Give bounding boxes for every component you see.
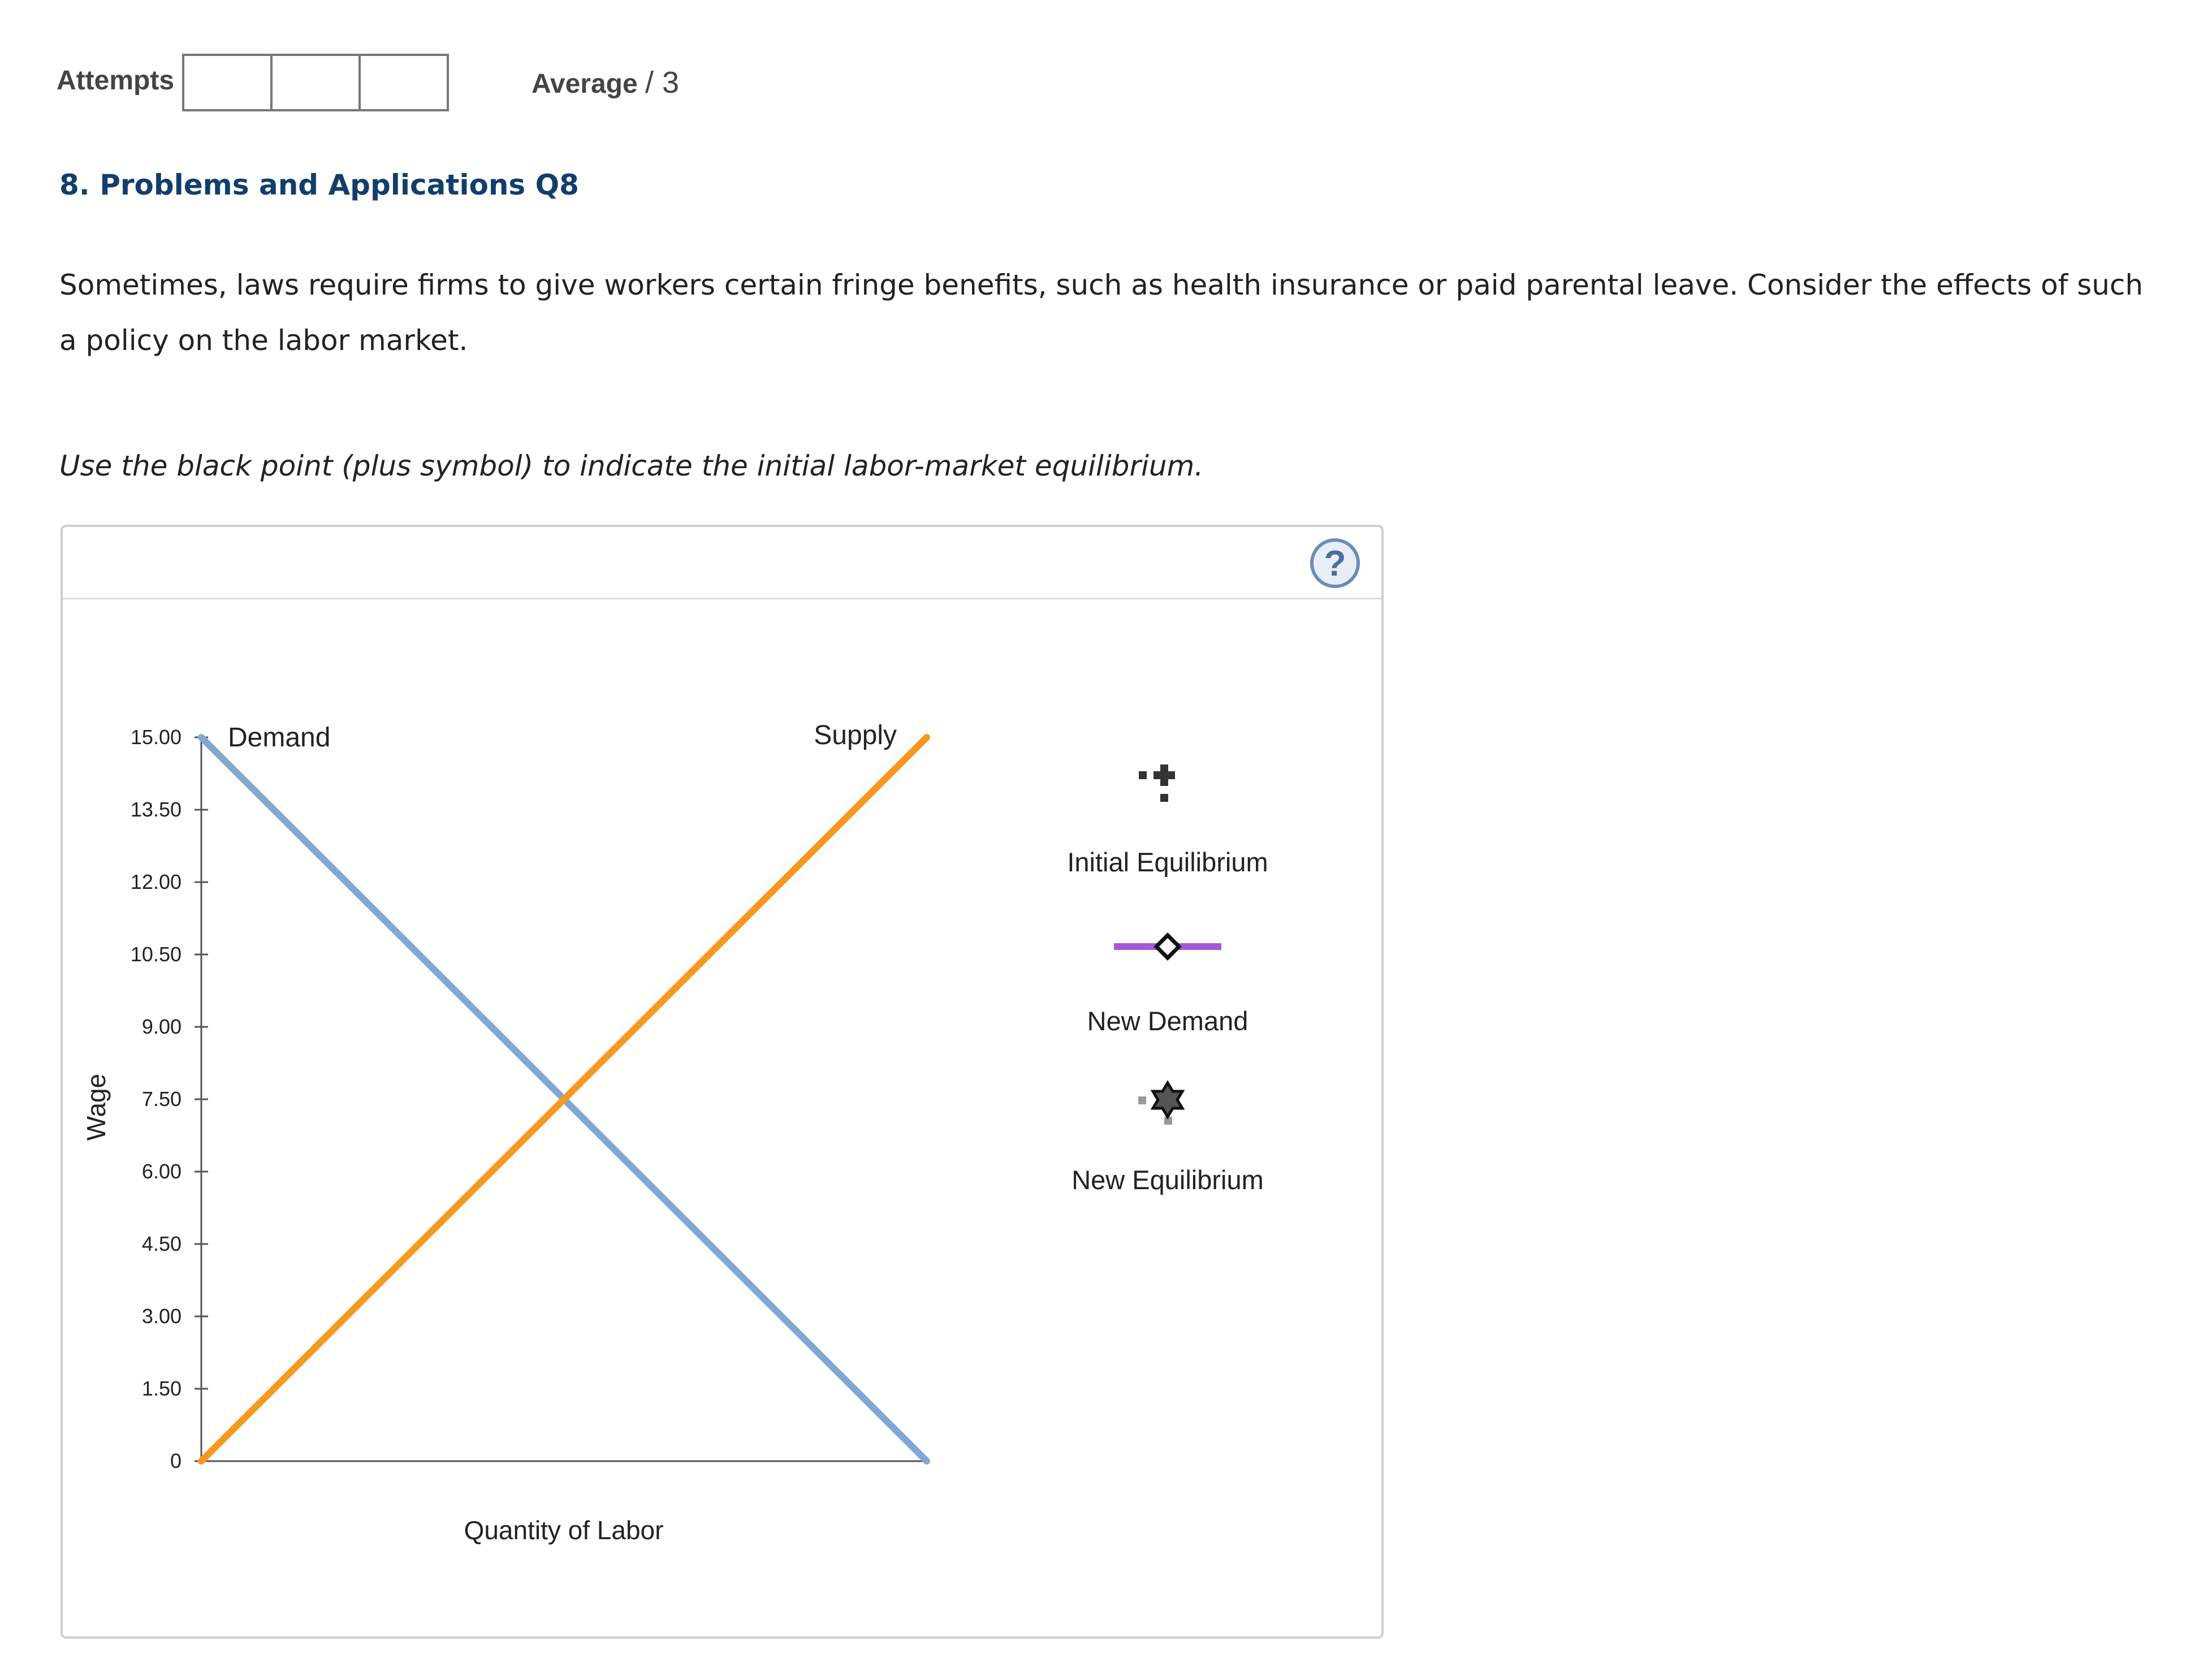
new-demand-label: New Demand	[1087, 1006, 1248, 1036]
instruction-text: Use the black point (plus symbol) to indicate the initial labor-market equilibrium.	[59, 450, 1204, 482]
attempts-label: Attempts	[57, 66, 175, 96]
y-tick-label: 12.00	[130, 870, 182, 893]
average-max: / 3	[645, 66, 680, 100]
initial-equilibrium-tool-icon[interactable]	[1139, 764, 1175, 802]
attempt-box-3	[358, 54, 449, 111]
y-tick-label: 7.50	[141, 1087, 182, 1111]
new-equilibrium-label: New Equilibrium	[1072, 1165, 1264, 1195]
y-axis-ticks	[131, 725, 208, 1472]
attempt-box-2	[270, 54, 361, 111]
y-tick-label: 13.50	[130, 798, 182, 821]
demand-label: Demand	[228, 723, 331, 753]
attempt-boxes	[182, 54, 447, 111]
question-text: Sometimes, laws require firms to give workers certain fringe benefits, such as health insurance or paid parental leave. Consider the effects of such a policy on the labor market.	[59, 269, 2144, 357]
y-tick-label: 6.00	[141, 1160, 182, 1183]
average-label: Average	[532, 69, 638, 99]
y-tick-label: 10.50	[130, 943, 182, 966]
y-tick-label: 0	[170, 1449, 182, 1472]
new-demand-tool-icon[interactable]	[1114, 935, 1221, 958]
initial-equilibrium-label: Initial Equilibrium	[1067, 847, 1268, 877]
supply-label: Supply	[814, 720, 897, 750]
x-axis-title: Quantity of Labor	[464, 1515, 664, 1545]
y-tick-label: 1.50	[141, 1377, 182, 1400]
y-tick-label: 3.00	[141, 1304, 182, 1328]
question-title: 8. Problems and Applications Q8	[59, 169, 579, 201]
y-tick-label: 4.50	[141, 1232, 182, 1255]
chart	[63, 527, 1381, 1636]
attempt-box-1	[182, 54, 273, 111]
y-tick-label: 9.00	[141, 1015, 182, 1038]
y-axis-title: Wage	[81, 1073, 111, 1141]
graph-panel	[61, 525, 1384, 1639]
new-equilibrium-tool-icon[interactable]	[1138, 1083, 1182, 1125]
average-score	[532, 65, 679, 100]
help-button[interactable]: ?	[1310, 538, 1360, 588]
y-tick-label: 15.00	[130, 725, 182, 749]
